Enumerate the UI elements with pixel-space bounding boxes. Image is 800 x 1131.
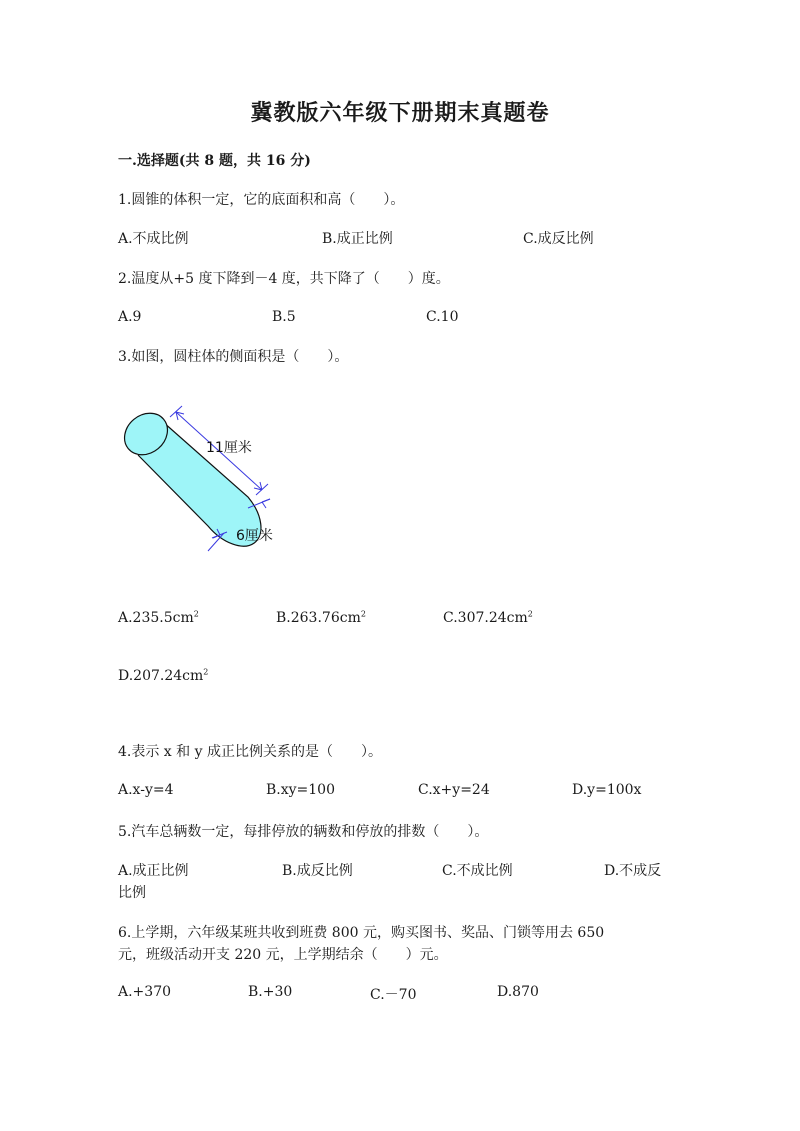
question-5-option-c: C.不成比例 — [442, 863, 513, 879]
question-1-option-c: C.成反比例 — [523, 231, 594, 247]
cylinder-figure — [120, 400, 290, 565]
question-6-option-a: A.+370 — [118, 984, 172, 1000]
question-2-option-a: A.9 — [118, 309, 142, 325]
question-5-option-a: A.成正比例 — [118, 863, 189, 879]
question-3-option-a: $A.235.5cm^2$ — [118, 609, 199, 626]
question-5-option-d: D.不成反 — [604, 863, 662, 879]
question-2-option-b: B.5 — [272, 309, 296, 325]
question-4-option-a: A.x-y=4 — [118, 782, 174, 798]
question-6-stem-line1: 6.上学期，六年级某班共收到班费 800 元，购买图书、奖品、门锁等用去 650 — [118, 925, 605, 941]
question-5-stem: 5.汽车总辆数一定，每排停放的辆数和停放的排数（ ）。 — [118, 824, 489, 840]
question-4-stem: 4.表示 x 和 y 成正比例关系的是（ ）。 — [118, 744, 382, 760]
page-title: 冀教版六年级下册期末真题卷 — [250, 100, 550, 126]
question-4-option-d: D.y=100x — [572, 782, 642, 798]
question-5-option-b: B.成反比例 — [282, 863, 353, 879]
question-6-option-b: B.+30 — [248, 984, 293, 1000]
question-1-option-b: B.成正比例 — [322, 231, 393, 247]
question-3-option-b: $B.263.76cm^2$ — [276, 609, 366, 626]
question-5-option-d-wrap: 比例 — [118, 885, 146, 901]
question-6-stem-line2: 元，班级活动开支 220 元，上学期结余（ ）元。 — [118, 947, 448, 963]
question-6-option-d: D.870 — [497, 984, 539, 1000]
length-label: 11厘米 — [206, 440, 252, 456]
question-6-option-c: C.－70 — [370, 987, 417, 1003]
question-4-option-b: B.xy=100 — [266, 782, 335, 798]
question-1-stem: 1.圆锥的体积一定，它的底面积和高（ ）。 — [118, 192, 405, 208]
question-2-stem: 2.温度从+5 度下降到－4 度，共下降了（ ）度。 — [118, 271, 450, 287]
question-3-option-c: $C.307.24cm^2$ — [443, 609, 533, 626]
diameter-label: 6厘米 — [236, 528, 273, 544]
question-3-option-d: $D.207.24cm^2$ — [118, 667, 209, 684]
section-heading: 一.选择题(共 8 题，共 16 分) — [118, 153, 311, 169]
question-2-option-c: C.10 — [426, 309, 459, 325]
question-3-stem: 3.如图，圆柱体的侧面积是（ ）。 — [118, 349, 349, 365]
question-1-option-a: A.不成比例 — [118, 231, 189, 247]
question-4-option-c: C.x+y=24 — [418, 782, 490, 798]
